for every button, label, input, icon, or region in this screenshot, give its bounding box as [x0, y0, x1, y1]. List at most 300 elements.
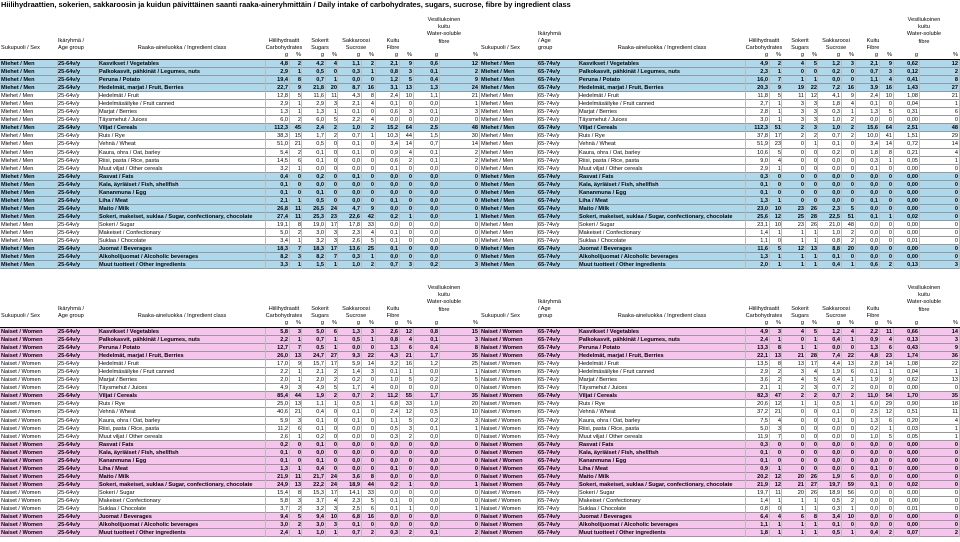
water-soluble-pct: 0 — [474, 449, 478, 456]
age-group-cell: 25-64v/y — [58, 369, 80, 376]
table-row — [0, 489, 480, 497]
fibre-g: 6,0 — [870, 401, 878, 408]
carbohydrates-g: 4,9 — [760, 329, 768, 335]
ingredient-cell: Alkoholijuomat / Alcoholic beverages — [579, 522, 679, 529]
water-soluble-pct: 1 — [474, 101, 478, 108]
fibre-g: 0,6 — [870, 262, 878, 269]
sugars-g: 15,3 — [313, 489, 324, 496]
sugars-pct: 2 — [333, 377, 337, 384]
age-group-cell: 65-74v/y — [538, 393, 561, 400]
age-group-cell: 25-64v/y — [58, 246, 81, 253]
sex-cell: Miehet / Men — [481, 117, 514, 124]
column-divider — [745, 60, 746, 269]
water-soluble-pct: 0 — [474, 221, 478, 228]
sucrose-pct: 4 — [370, 385, 374, 392]
carbohydrates-pct: 9 — [777, 85, 781, 92]
fibre-pct: 0 — [888, 522, 892, 529]
fibre-pct: 0 — [408, 189, 412, 196]
sucrose-pct: 4 — [850, 101, 854, 108]
sucrose-g: 0,7 — [832, 133, 840, 140]
sugars-g: 2 — [800, 393, 804, 400]
carbohydrates-g: 2,9 — [760, 369, 768, 376]
column-divider — [769, 60, 770, 269]
sugars-g: 2 — [800, 125, 804, 132]
sugars-pct: 1 — [813, 506, 817, 513]
carbohydrates-pct: 47 — [774, 393, 781, 400]
sugars-g: 23 — [797, 221, 804, 228]
table-row — [0, 165, 480, 173]
sugars-pct: 1 — [333, 345, 337, 352]
table-row — [480, 100, 960, 108]
sugars-g: 4,9 — [316, 385, 324, 392]
age-group-cell: 25-64v/y — [58, 417, 80, 424]
sucrose-g: 4,3 — [352, 93, 360, 100]
sugars-g: 0,7 — [316, 77, 324, 84]
sugars-g: 0 — [800, 69, 804, 76]
fibre-pct: 11 — [886, 329, 892, 335]
table-row — [0, 108, 480, 116]
sucrose-g: 0,0 — [832, 197, 840, 204]
carbohydrates-g: 112,3 — [274, 125, 288, 132]
carbohydrates-pct: 0 — [777, 457, 781, 464]
age-group-cell: 25-64v/y — [58, 141, 80, 148]
carbohydrates-pct: 3 — [297, 329, 301, 335]
water-soluble-pct: 0 — [474, 497, 478, 504]
fibre-g: 0,0 — [390, 173, 398, 180]
water-soluble-g: 0,00 — [907, 449, 918, 456]
sugars-g: 4,2 — [316, 61, 324, 67]
column-divider — [301, 328, 302, 537]
sugars-g: 3 — [800, 369, 804, 376]
carbohydrates-g: 3,0 — [760, 117, 768, 124]
sucrose-g: 0,4 — [832, 337, 840, 344]
carbohydrates-pct: 1 — [297, 465, 301, 472]
fibre-pct: 2 — [408, 530, 412, 537]
sex-cell: Miehet / Men — [481, 133, 514, 140]
fibre-g: 10,3 — [387, 133, 398, 140]
sucrose-g: 0,0 — [832, 173, 840, 180]
sex-cell: Miehet / Men — [481, 77, 515, 84]
table-row — [480, 425, 960, 433]
fibre-pct: 2 — [408, 157, 412, 164]
sucrose-g: 0,1 — [352, 522, 360, 529]
sex-header: Sukupuoli / Sex — [1, 313, 40, 319]
sex-cell: Miehet / Men — [1, 254, 35, 261]
ingredient-cell: Riisi, pasta / Rice, pasta — [99, 425, 160, 432]
fibre-pct: 0 — [888, 173, 892, 180]
table-row — [0, 497, 480, 505]
fibre-g: 2,4 — [870, 93, 878, 100]
sugars-g: 20 — [797, 473, 804, 480]
carbohydrates-pct: 0 — [777, 506, 781, 513]
sucrose-pct: 3 — [850, 61, 854, 67]
sucrose-g: 1,0 — [832, 117, 840, 124]
carbohydrates-pct: 5 — [777, 246, 781, 253]
sugars-g: 24,7 — [313, 353, 324, 360]
fibre-g: 0,0 — [390, 181, 398, 188]
fibre-pct: 0 — [888, 238, 892, 245]
sugars-pct: 0 — [813, 457, 817, 464]
left-panel-25-64 — [0, 13, 480, 269]
table-row-total — [480, 253, 960, 261]
age-group-cell: 65-74v/y — [538, 165, 560, 172]
sex-cell: Naiset / Women — [1, 409, 41, 416]
water-soluble-pct: 48 — [471, 125, 478, 132]
water-soluble-pct: 11 — [952, 409, 958, 416]
sugars-pct: 5 — [813, 377, 817, 384]
table-row — [0, 368, 480, 376]
age-group-cell: 25-64v/y — [58, 85, 81, 92]
sugars-g: 2 — [800, 385, 804, 392]
ingredient-cell: Kala, äyriäiset / Fish, shellfish — [579, 181, 659, 188]
sugars-pct: 2 — [813, 393, 817, 400]
ingredient-cell: Muut tuotteet / Other ingredients — [99, 262, 186, 269]
ingredient-cell: Kasvikset / Vegetables — [579, 61, 640, 67]
ingredient-cell: Sokeri / Sugar — [99, 489, 135, 496]
sugars-g: 19 — [797, 85, 804, 92]
fibre-header: Kuitu Fibre — [386, 38, 400, 52]
table-row — [480, 376, 960, 384]
water-soluble-pct: 2 — [474, 149, 478, 156]
water-soluble-pct: 3 — [474, 417, 478, 424]
fibre-g: 0,0 — [390, 205, 398, 212]
sugars-pct: 0 — [333, 189, 337, 196]
sucrose-g: 0,0 — [832, 181, 840, 188]
unit-g: g — [874, 319, 878, 326]
sucrose-pct: 16 — [847, 85, 854, 92]
carbohydrates-pct: 2 — [777, 377, 781, 384]
fibre-pct: 0 — [408, 205, 412, 212]
sugars-g: 4 — [800, 329, 804, 335]
sugars-g: 21 — [797, 481, 804, 488]
age-group-cell: 65-74v/y — [538, 329, 561, 335]
sucrose-pct: 0 — [850, 141, 854, 148]
sucrose-g: 8,7 — [352, 85, 360, 92]
sugars-pct: 4 — [813, 369, 817, 376]
age-group-cell: 25-64v/y — [58, 449, 81, 456]
fibre-pct: 2 — [408, 433, 412, 440]
water-soluble-g: 0,0 — [430, 254, 438, 261]
table-row — [0, 221, 480, 229]
carbohydrates-g: 6,0 — [280, 117, 288, 124]
sugars-pct: 26 — [810, 205, 817, 212]
ingredient-cell: Peruna / Potato — [99, 345, 141, 352]
fibre-g: 0,0 — [870, 246, 878, 253]
sex-cell: Naiset / Women — [1, 369, 41, 376]
carbohydrates-g: 18,3 — [277, 246, 288, 253]
fibre-pct: 1 — [888, 213, 892, 220]
water-soluble-g: 0,62 — [907, 377, 918, 384]
unit-pct: % — [296, 319, 301, 326]
age-group-cell: 65-74v/y — [538, 125, 561, 132]
table-row-total — [0, 245, 480, 253]
sugars-g: 0 — [800, 149, 804, 156]
ingredient-cell: Sokeri, makeiset, suklaa / Sugar, confectionary, chocolate — [579, 213, 733, 220]
water-soluble-pct: 14 — [951, 329, 958, 335]
sugars-g: 25,3 — [313, 213, 324, 220]
sugars-g: 6,0 — [316, 117, 324, 124]
sugars-pct: 2 — [333, 133, 337, 140]
carbohydrates-g: 2,1 — [760, 385, 768, 392]
table-row-total — [0, 336, 480, 344]
sugars-g: 1 — [800, 77, 804, 84]
fibre-pct: 0 — [888, 441, 892, 448]
carbohydrates-pct: 17 — [774, 133, 781, 140]
fibre-pct: 0 — [888, 481, 892, 488]
water-soluble-pct: 4 — [954, 149, 958, 156]
sucrose-pct: 25 — [367, 246, 374, 253]
sex-cell: Naiset / Women — [1, 417, 41, 424]
fibre-g: 4,3 — [390, 353, 398, 360]
age-group-cell: 65-74v/y — [538, 149, 560, 156]
ingredient-cell: Hedelmät, marjat / Fruit, Berries — [99, 353, 184, 360]
fibre-g: 0,0 — [870, 205, 878, 212]
sucrose-g: 0,0 — [352, 165, 360, 172]
sugars-g: 4 — [800, 61, 804, 67]
carbohydrates-g: 2,2 — [280, 337, 288, 344]
water-soluble-g: 1,08 — [907, 93, 918, 100]
sex-cell: Naiset / Women — [481, 417, 521, 424]
water-soluble-g: 0,0 — [430, 189, 438, 196]
ingredient-cell: Liha / Meat — [579, 197, 608, 204]
unit-g: g — [800, 319, 804, 326]
carbohydrates-g: 2,8 — [760, 109, 768, 116]
sucrose-g: 4,4 — [832, 361, 840, 368]
sex-cell: Naiset / Women — [1, 401, 41, 408]
sex-cell: Miehet / Men — [1, 101, 34, 108]
carbohydrates-g: 37,2 — [757, 409, 768, 416]
age-group-cell: 65-74v/y — [538, 77, 561, 84]
water-soluble-g: 0,0 — [430, 457, 438, 464]
sex-cell: Miehet / Men — [481, 157, 514, 164]
sugars-pct: 2 — [333, 125, 337, 132]
carbohydrates-g: 5,8 — [280, 497, 288, 504]
sucrose-header: Sakkaroosi Sucrose — [342, 306, 370, 320]
sucrose-pct: 2 — [850, 497, 854, 504]
age-group-cell: 65-74v/y — [538, 229, 560, 236]
age-group-cell: 65-74v/y — [538, 385, 560, 392]
sex-cell: Naiset / Women — [1, 473, 43, 480]
carbohydrates-g: 20,2 — [757, 473, 768, 480]
age-group-cell: 25-64v/y — [58, 473, 81, 480]
sugars-header: Sokerit Sugars — [311, 38, 329, 52]
sugars-pct: 1 — [813, 401, 817, 408]
carbohydrates-pct: 2 — [297, 506, 301, 513]
column-divider — [265, 328, 266, 537]
column-divider — [439, 60, 440, 269]
fibre-pct: 55 — [405, 393, 412, 400]
table-row — [480, 360, 960, 368]
column-divider — [893, 328, 894, 537]
sex-cell: Miehet / Men — [1, 246, 35, 253]
ingredient-cell: Muut tuotteet / Other ingredients — [579, 262, 666, 269]
sucrose-g: 0,1 — [352, 409, 360, 416]
unit-g: g — [836, 51, 840, 58]
carbohydrates-pct: 13 — [294, 481, 301, 488]
sugars-g: 0 — [800, 457, 804, 464]
sex-cell: Miehet / Men — [481, 254, 515, 261]
age-group-cell: 25-64v/y — [58, 514, 81, 521]
sugars-pct: 0 — [333, 69, 337, 76]
sugars-g: 0,1 — [316, 425, 324, 432]
fibre-pct: 23 — [885, 353, 892, 360]
sucrose-pct: 1 — [370, 69, 374, 76]
carbohydrates-g: 0,1 — [760, 189, 768, 196]
fibre-pct: 3 — [408, 69, 412, 76]
unit-g: g — [284, 51, 288, 58]
age-group-cell: 65-74v/y — [538, 530, 561, 537]
carbohydrates-g: 2,3 — [760, 69, 768, 76]
water-soluble-g: 0,00 — [907, 229, 918, 236]
sex-cell: Naiset / Women — [481, 377, 521, 384]
age-group-cell: 65-74v/y — [538, 425, 560, 432]
fibre-g: 0,0 — [390, 457, 398, 464]
fibre-g: 0,9 — [390, 149, 398, 156]
carbohydrates-g: 13,3 — [757, 345, 768, 352]
ingredient-cell: Viljat / Cereals — [579, 393, 618, 400]
sucrose-g: 0,0 — [352, 77, 360, 84]
sucrose-pct: 2 — [370, 125, 374, 132]
water-soluble-pct: 0 — [954, 254, 958, 261]
sucrose-g: 7,4 — [832, 353, 840, 360]
sucrose-g: 0,0 — [352, 189, 360, 196]
age-group-cell: 25-64v/y — [58, 189, 81, 196]
ingredient-cell: Makeiset / Confectionary — [579, 229, 641, 236]
sucrose-g: 0,2 — [832, 149, 840, 156]
sugars-pct: 3 — [813, 109, 817, 116]
sugars-pct: 1 — [813, 229, 817, 236]
sucrose-g: 1,8 — [832, 101, 840, 108]
sucrose-pct: 22 — [367, 353, 374, 360]
sex-cell: Naiset / Women — [481, 401, 521, 408]
ingredient-cell: Muut viljat / Other cereals — [579, 165, 643, 172]
sex-cell: Miehet / Men — [1, 238, 34, 245]
sex-cell: Miehet / Men — [1, 93, 34, 100]
ingredient-cell: Täysmehut / Juices — [99, 117, 148, 124]
sucrose-pct: 8 — [370, 93, 374, 100]
sucrose-g: 0,0 — [352, 157, 360, 164]
unit-g: g — [356, 319, 360, 326]
fibre-g: 0,4 — [870, 530, 878, 537]
sucrose-g: 0,5 — [832, 401, 840, 408]
ingredient-cell: Muut viljat / Other cereals — [99, 165, 163, 172]
water-soluble-g: 0,62 — [907, 61, 918, 67]
water-soluble-g: 0,8 — [430, 329, 438, 335]
carbohydrates-g: 11,8 — [757, 93, 768, 100]
fibre-g: 0,1 — [390, 101, 398, 108]
carbohydrates-g: 5,4 — [280, 149, 288, 156]
unit-pct: % — [332, 51, 337, 58]
water-soluble-g: 0,1 — [430, 337, 438, 344]
sucrose-g: 0,5 — [352, 337, 360, 344]
fibre-g: 0,8 — [390, 337, 398, 344]
ingredient-cell: Marjat / Berries — [579, 109, 617, 116]
sugars-g: 0 — [800, 433, 804, 440]
sugars-pct: 2 — [333, 369, 337, 376]
table-header — [0, 281, 480, 327]
sucrose-g: 0,0 — [352, 197, 360, 204]
age-group-cell: 65-74v/y — [538, 522, 561, 529]
right-panel-65-74 — [480, 13, 960, 269]
fibre-pct: 0 — [408, 173, 412, 180]
sucrose-pct: 2 — [370, 530, 374, 537]
carbohydrates-g: 19,1 — [277, 221, 288, 228]
carbohydrates-g: 2,9 — [280, 69, 288, 76]
sugars-pct: 17 — [330, 221, 337, 228]
sucrose-g: 0,0 — [352, 449, 360, 456]
ingredient-cell: Alkoholijuomat / Alcoholic beverages — [579, 254, 679, 261]
water-soluble-g: 0,72 — [907, 141, 918, 148]
sex-cell: Naiset / Women — [1, 337, 43, 344]
column-divider — [375, 328, 376, 537]
water-soluble-g: 0,00 — [907, 497, 918, 504]
sugars-pct: 0 — [813, 181, 817, 188]
sugars-g: 18,3 — [313, 246, 324, 253]
sugars-pct: 17 — [330, 246, 337, 253]
carbohydrates-pct: 11 — [775, 489, 781, 496]
sucrose-pct: 6 — [370, 506, 374, 513]
fibre-g: 0,3 — [390, 530, 398, 537]
sex-cell: Miehet / Men — [481, 181, 515, 188]
carbohydrates-pct: 7 — [777, 433, 781, 440]
table-row-total — [0, 84, 480, 92]
unit-g: g — [320, 319, 324, 326]
water-soluble-pct: 0 — [474, 229, 478, 236]
table-header — [480, 281, 960, 327]
age-group-cell: 25-64v/y — [58, 165, 80, 172]
fibre-pct: 0 — [888, 117, 892, 124]
unit-pct: % — [369, 51, 374, 58]
sex-cell: Naiset / Women — [1, 457, 43, 464]
sex-cell: Miehet / Men — [1, 262, 35, 269]
fibre-g: 0,2 — [870, 425, 878, 432]
unit-pct: % — [473, 319, 478, 326]
water-soluble-pct: 30 — [471, 133, 478, 140]
age-group-cell: 25-64v/y — [58, 401, 80, 408]
sugars-g: 0 — [800, 141, 804, 148]
ingredient-cell: Sokeri, makeiset, suklaa / Sugar, confectionary, chocolate — [99, 213, 253, 220]
sugars-g: 0 — [800, 157, 804, 164]
water-soluble-g: 2,51 — [907, 125, 918, 132]
ingredient-cell: Hedelmäsäilyke / Fruit canned — [579, 369, 655, 376]
ingredient-cell: Täysmehut / Juices — [579, 117, 628, 124]
sucrose-pct: 10 — [847, 514, 854, 521]
sucrose-pct: 0 — [370, 449, 374, 456]
table-row — [480, 221, 960, 229]
water-soluble-pct: 3 — [474, 262, 478, 269]
age-group-cell: 25-64v/y — [58, 197, 81, 204]
water-soluble-pct: 0 — [954, 457, 958, 464]
sugars-pct: 5 — [333, 117, 337, 124]
water-soluble-pct: 0 — [474, 433, 478, 440]
sucrose-g: 0,0 — [832, 189, 840, 196]
carbohydrates-pct: 0 — [777, 449, 781, 456]
fibre-g: 6,8 — [390, 401, 398, 408]
sucrose-pct: 0 — [370, 109, 374, 116]
age-group-cell: 65-74v/y — [538, 433, 560, 440]
sugars-g: 3,0 — [316, 522, 324, 529]
water-soluble-pct: 0 — [474, 173, 478, 180]
age-group-cell: 25-64v/y — [58, 465, 81, 472]
sex-cell: Miehet / Men — [1, 77, 35, 84]
water-soluble-pct: 0 — [954, 481, 958, 488]
table-row — [0, 433, 480, 441]
water-soluble-pct: 0 — [954, 238, 958, 245]
sucrose-pct: 0 — [850, 173, 854, 180]
sex-cell: Naiset / Women — [481, 449, 523, 456]
unit-pct: % — [407, 319, 412, 326]
sugars-pct: 1 — [813, 522, 817, 529]
